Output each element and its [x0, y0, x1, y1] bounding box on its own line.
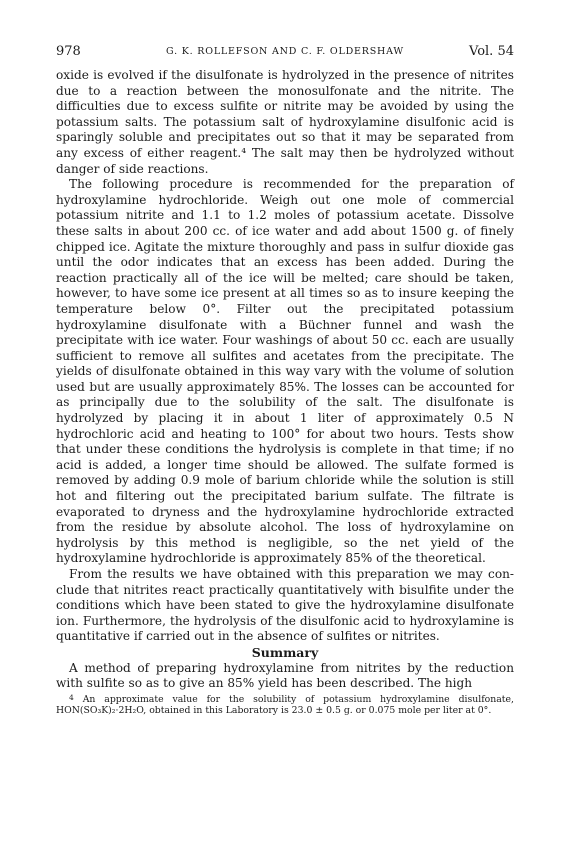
paragraph-conclusion: From the results we have obtained with this preparation we may conclude that nitrites react practically quantitatively with bisulfite under the conditions which have been stated to give the hydroxylamine disulfonate ion. Furthermore, the hydrolysis of the disulfonic acid to hydroxylamine is quantitative if carried out in the absence of sulfites or nitrites.: [56, 567, 514, 644]
page-header: [56, 44, 514, 68]
summary-heading: Summary: [251, 644, 319, 660]
footnote: [56, 692, 514, 717]
page-number: 978: [56, 44, 81, 59]
journal-page: [56, 44, 514, 717]
footnote-mark: 4: [69, 692, 74, 702]
volume-label: Vol. 54: [469, 44, 514, 59]
summary-paragraph: A method of preparing hydroxylamine from nitrites by the reduction with sulfite so as to give an 85% yield has been described. The high: [56, 660, 514, 691]
running-head: G. K. ROLLEFSON AND C. F. OLDERSHAW: [166, 46, 404, 57]
paragraph-continuation: oxide is evolved if the disulfonate is hydrolyzed in the presence of nitrites due to a reaction between the monosulfonate and the nitrite. The difficulties due to excess sulfite or nitrite may be avoided by using the potassium salts. The potassium salt of hydroxylamine disulfonic acid is sparingly soluble and precipitates out so that it may be separated from any excess of either reagent.⁴ The salt may then be hydrolyzed without danger of side reactions.: [56, 68, 514, 176]
article-body: [56, 68, 514, 692]
footnote-text: An approximate value for the solubility of potassium hydroxylamine disulfonate, HON(SO₃K)₂·2H₂O, obtained in this Laboratory is 23.0 ± 0.5 g. or 0.075 mole per liter at 0°.: [56, 693, 514, 717]
paragraph-procedure: The following procedure is recommended for the preparation of hydroxylamine hydrochloride. Weigh out one mole of commercial potassium nitrite and 1.1 to 1.2 moles of potassium acetate. Dissolve these salts in about 200 cc. of ice water and add about 1500 g. of finely chipped ice. Agitate the mixture thoroughly and pass in sulfur dioxide gas until the odor indicates that an excess has been added. During the reaction practically all of the ice will be melted; care should be taken, however, to have some ice present at all times so as to insure keeping the temperature below 0°. Filter out the precipitated potassium hydroxylamine disulfonate with a Büchner funnel and wash the precipitate with ice water. Four washings of about 50 cc. each are usually sufficient to remove all sulfites and acetates from the precipitate. The yields of disulfonate obtained in this way vary with the volume of solution used but are usually approximately 85%. The losses can be accounted for as principally due to the solubility of the salt. The disulfonate is hydrolyzed by placing it in about 1 liter of approximately 0.5 N hydrochloric acid and heating to 100° for about two hours. Tests show that under these conditions the hydrolysis is complete in that time; if no acid is added, a longer time should be allowed. The sulfate formed is removed by adding 0.9 mole of barium chloride while the solution is still hot and filtering out the precipitated barium sulfate. The filtrate is evaporated to dryness and the hydroxylamine hydrochloride extracted from the residue by absolute alcohol. The loss of hydroxylamine on hydrolysis by this method is negligible, so the net yield of the hydroxylamine hydrochloride is approximately 85% of the theoretical.: [56, 177, 514, 566]
